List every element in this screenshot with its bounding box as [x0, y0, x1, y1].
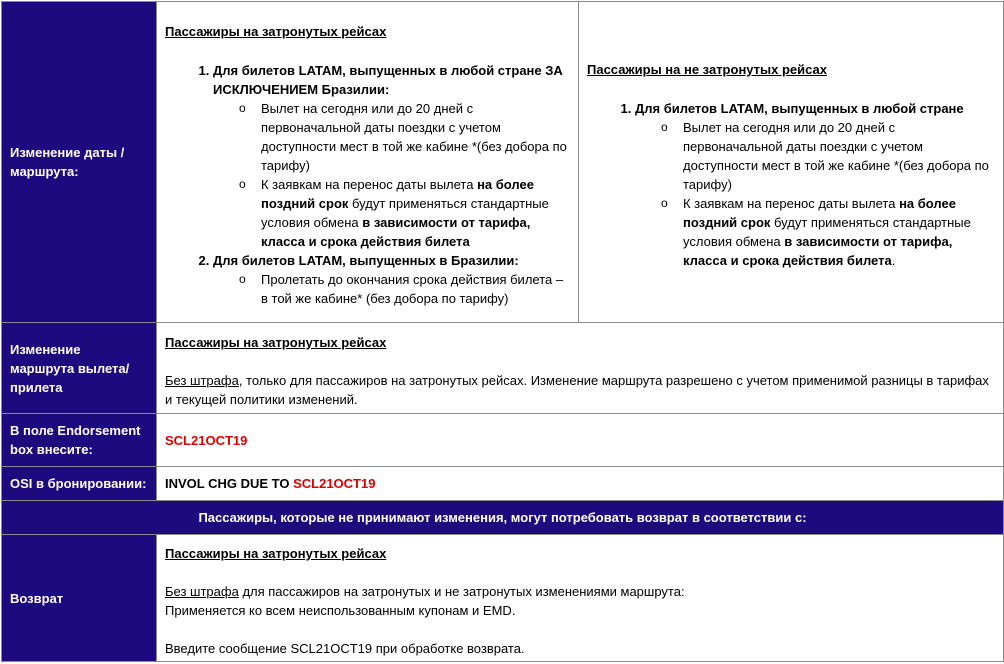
affected-item-1-title: Для билетов LATAM, выпущенных в любой стране ЗА ИСКЛЮЧЕНИЕМ Бразилии:	[213, 63, 563, 97]
bullet-text: будут применяться стандартные условия обмена	[261, 196, 549, 230]
affected-list	[165, 61, 570, 308]
affected-item-1-sublist	[213, 99, 570, 251]
label-reroute-text: Изменение маршрута вылета/прилета	[10, 341, 130, 395]
refund-line-2: Применяется ко всем неиспользованным купонам и EMD.	[165, 603, 516, 618]
cell-endorsement	[157, 414, 1004, 467]
circle-bullet-icon: o	[239, 177, 246, 191]
sub-bullet	[661, 118, 995, 194]
spacer	[165, 352, 995, 371]
no-penalty-text: Без штрафа	[165, 373, 239, 388]
circle-bullet-icon: o	[661, 120, 668, 134]
bullet-text: К заявкам на перенос даты вылета	[683, 196, 900, 211]
cell-osi	[157, 467, 1004, 501]
bullet-text: Вылет на сегодня или до 20 дней с первоначальной даты поездки с учетом доступности мест в той же кабине *(без добора по тарифу)	[683, 120, 989, 192]
label-osi-text: OSI в бронировании:	[10, 476, 147, 491]
sub-bullet	[239, 175, 570, 251]
cell-unaffected-flights	[579, 2, 1004, 323]
bullet-text-bold: на более поздний срок	[683, 196, 956, 230]
osi-prefix: INVOL CHG DUE TO	[165, 476, 294, 491]
sub-bullet	[239, 99, 570, 175]
refund-line-3: Введите сообщение SCL21OCT19 при обработке возврата.	[165, 641, 525, 656]
label-reroute	[2, 323, 157, 414]
sub-bullet	[239, 270, 570, 308]
row-date-change	[2, 2, 1004, 323]
circle-bullet-icon: o	[661, 196, 668, 210]
spacer	[165, 620, 995, 639]
unaffected-list	[587, 99, 995, 270]
row-reroute	[2, 323, 1004, 414]
label-date-change	[2, 2, 157, 323]
label-endorsement	[2, 414, 157, 467]
header-refund: Пассажиры на затронутых рейсах	[165, 546, 387, 561]
label-date-change-text: Изменение даты / маршрута:	[10, 145, 125, 179]
row-osi	[2, 467, 1004, 501]
header-affected-flights: Пассажиры на затронутых рейсах	[165, 24, 387, 39]
circle-bullet-icon: o	[239, 101, 246, 115]
row-banner	[2, 501, 1004, 535]
label-refund-text: Возврат	[10, 590, 64, 606]
osi-code: SCL21OCT19	[293, 476, 376, 491]
header-reroute: Пассажиры на затронутых рейсах	[165, 335, 387, 350]
no-penalty-text: Без штрафа	[165, 584, 239, 599]
circle-bullet-icon: o	[239, 272, 246, 286]
refund-banner-text: Пассажиры, которые не принимают изменения, могут потребовать возврат в соответствии с:	[198, 510, 807, 525]
label-osi	[2, 467, 157, 501]
row-endorsement	[2, 414, 1004, 467]
affected-item-2-sublist	[213, 270, 570, 308]
label-refund	[2, 535, 157, 662]
refund-line-1-rest: для пассажиров на затронутых и не затронутых изменениями маршрута:	[238, 584, 685, 599]
row-refund	[2, 535, 1004, 662]
cell-affected-flights	[157, 2, 579, 323]
refund-line-1	[165, 582, 995, 601]
spacer	[165, 563, 995, 582]
bullet-text: будут применяться стандартные условия обмена	[683, 215, 971, 249]
bullet-text: Пролетать до окончания срока действия билета – в той же кабине* (без добора по тарифу)	[261, 272, 564, 306]
bullet-text-bold: на более поздний срок	[261, 177, 534, 211]
cell-refund	[157, 535, 1004, 662]
bullet-text-bold: в зависимости от тарифа, класса и срока действия билета	[261, 215, 531, 249]
unaffected-item-1-title: Для билетов LATAM, выпущенных в любой стране	[635, 101, 964, 116]
bullet-text: Вылет на сегодня или до 20 дней с первоначальной даты поездки с учетом доступности мест в той же кабине *(без добора по тарифу)	[261, 101, 567, 173]
bullet-text-bold: в зависимости от тарифа, класса и срока действия билета	[683, 234, 953, 268]
label-endorsement-text: В поле Endorsement box внесите:	[10, 423, 141, 457]
bullet-text: .	[891, 253, 896, 268]
endorsement-code: SCL21OCT19	[165, 432, 248, 448]
bullet-text: К заявкам на перенос даты вылета	[261, 177, 478, 192]
header-unaffected-flights: Пассажиры на не затронутых рейсах	[587, 62, 828, 77]
info-table	[1, 1, 1004, 662]
affected-item-1	[213, 61, 570, 251]
unaffected-item-1-sublist	[635, 118, 995, 270]
unaffected-item-1	[635, 99, 995, 270]
reroute-text	[165, 371, 995, 409]
sub-bullet	[661, 194, 995, 270]
reroute-text-rest: , только для пассажиров на затронутых рейсах. Изменение маршрута разрешено с учетом применимой разницы в тарифах и текущей политики изменений.	[165, 373, 989, 407]
cell-reroute	[157, 323, 1004, 414]
affected-item-2-title: Для билетов LATAM, выпущенных в Бразилии:	[213, 253, 519, 268]
affected-item-2	[213, 251, 570, 308]
refund-banner	[2, 501, 1004, 535]
